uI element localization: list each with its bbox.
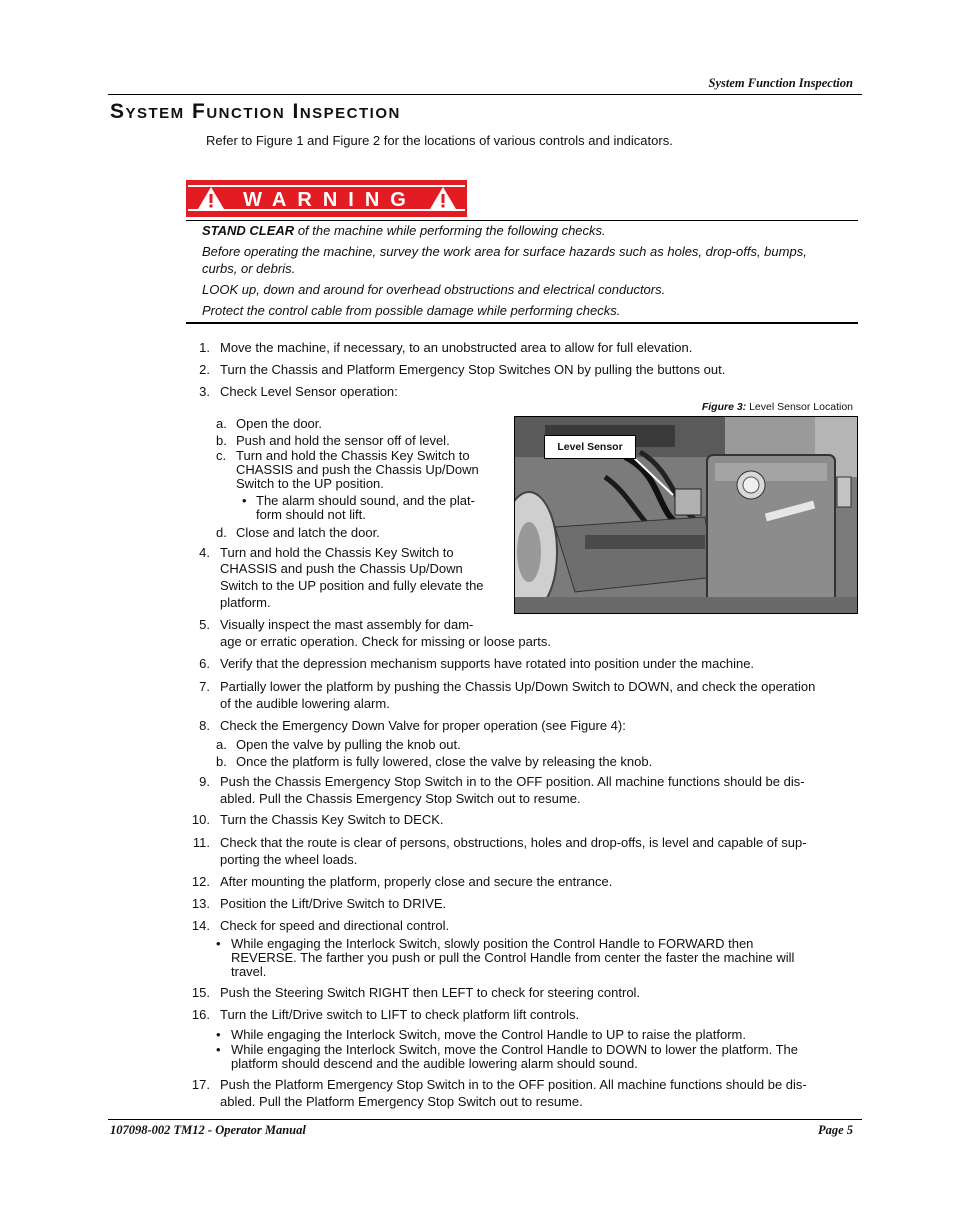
warning-triangle-icon bbox=[197, 186, 225, 210]
warning-triangle-icon bbox=[429, 186, 457, 210]
footer-page-number: Page 5 bbox=[817, 1123, 853, 1137]
warning-top-rule bbox=[186, 220, 858, 221]
running-header: System Function Inspection bbox=[708, 76, 853, 90]
warning-line: STAND CLEAR of the machine while performing the following checks. bbox=[202, 223, 606, 238]
header-rule bbox=[108, 94, 862, 95]
figure-caption: Figure 3: Level Sensor Location bbox=[701, 401, 853, 413]
intro-text: Refer to Figure 1 and Figure 2 for the locations of various controls and indicators. bbox=[206, 133, 673, 148]
page-title: System Function Inspection bbox=[110, 100, 401, 123]
level-sensor-photo bbox=[514, 416, 858, 614]
warning-bottom-rule bbox=[186, 322, 858, 324]
warning-label: WARNING bbox=[243, 189, 417, 211]
warning-banner bbox=[186, 180, 467, 217]
warning-line: Before operating the machine, survey the work area for surface hazards such as holes, drop-offs, bumps, bbox=[202, 244, 807, 259]
level-sensor-callout: Level Sensor bbox=[544, 435, 636, 459]
footer-doc-id: 107098-002 TM12 - Operator Manual bbox=[110, 1123, 306, 1137]
warning-line: LOOK up, down and around for overhead obstructions and electrical conductors. bbox=[202, 282, 666, 297]
warning-line: Protect the control cable from possible damage while performing checks. bbox=[202, 303, 621, 318]
footer-rule bbox=[108, 1119, 862, 1120]
warning-line: curbs, or debris. bbox=[202, 261, 296, 276]
